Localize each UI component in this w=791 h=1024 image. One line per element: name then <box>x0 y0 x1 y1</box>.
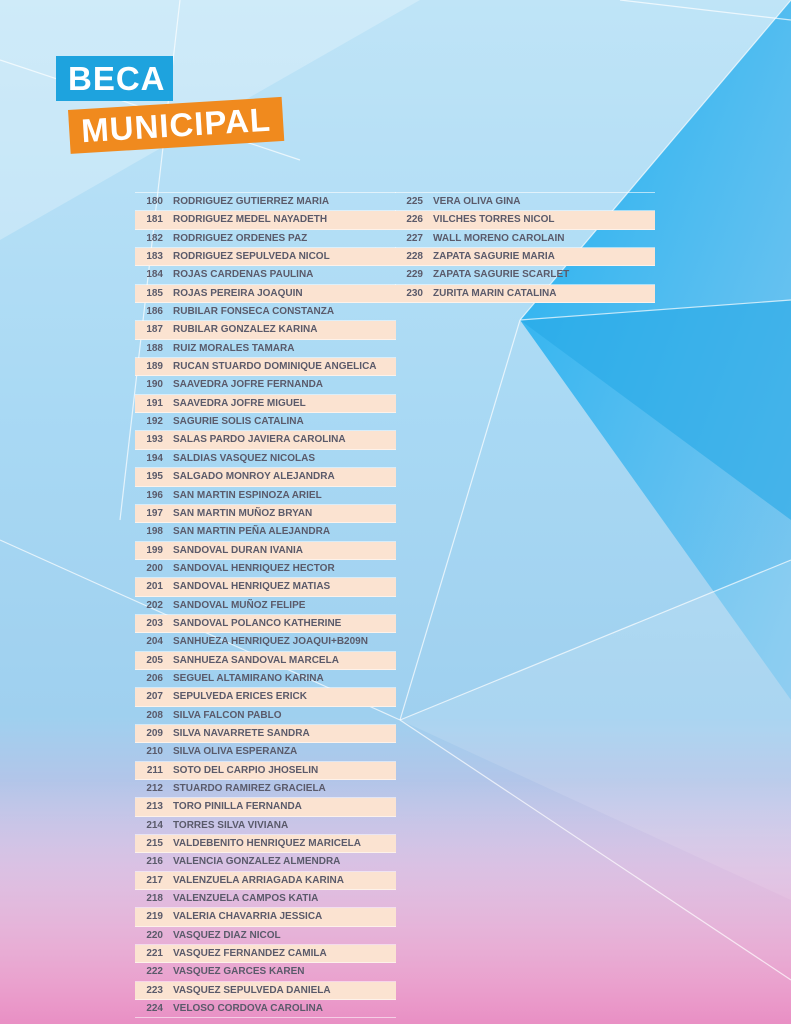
row-name: SAAVEDRA JOFRE MIGUEL <box>173 397 306 409</box>
row-number: 184 <box>146 269 163 281</box>
list-row <box>135 285 396 303</box>
row-number: 224 <box>146 1003 163 1015</box>
row-name: VALENZUELA ARRIAGADA KARINA <box>173 874 344 886</box>
row-number: 202 <box>146 599 163 611</box>
row-name: ROJAS CARDENAS PAULINA <box>173 269 314 281</box>
row-number: 201 <box>146 581 163 593</box>
row-name: VALDEBENITO HENRIQUEZ MARICELA <box>173 838 361 850</box>
row-name: SAAVEDRA JOFRE FERNANDA <box>173 379 324 391</box>
list-row <box>135 303 396 321</box>
list-row <box>395 193 655 211</box>
list-right <box>395 192 655 303</box>
row-name: RODRIGUEZ MEDEL NAYADETH <box>173 214 328 226</box>
row-name: RUBILAR GONZALEZ KARINA <box>173 324 318 336</box>
row-number: 186 <box>146 306 163 318</box>
row-name: VASQUEZ GARCES KAREN <box>173 966 305 978</box>
row-number: 222 <box>146 966 163 978</box>
row-name: VALERIA CHAVARRIA JESSICA <box>173 911 323 923</box>
row-number: 207 <box>146 691 163 703</box>
row-number: 189 <box>146 361 163 373</box>
row-number: 191 <box>146 397 163 409</box>
row-name: SANDOVAL POLANCO KATHERINE <box>173 617 342 629</box>
list-row <box>135 248 396 266</box>
list-row <box>135 230 396 248</box>
list-row <box>135 945 396 963</box>
list-row <box>395 211 655 229</box>
row-name: SAN MARTIN MUÑOZ BRYAN <box>173 507 313 519</box>
row-name: VASQUEZ FERNANDEZ CAMILA <box>173 948 327 960</box>
list-row <box>135 468 396 486</box>
row-name: SANDOVAL HENRIQUEZ MATIAS <box>173 581 331 593</box>
list-row <box>135 413 396 431</box>
row-number: 181 <box>146 214 163 226</box>
row-name: SALGADO MONROY ALEJANDRA <box>173 471 335 483</box>
list-row <box>135 908 396 926</box>
list-row <box>135 358 396 376</box>
list-row <box>135 817 396 835</box>
row-name: SALDIAS VASQUEZ NICOLAS <box>173 452 316 464</box>
row-name: RODRIGUEZ SEPULVEDA NICOL <box>173 251 330 263</box>
row-number: 221 <box>146 948 163 960</box>
list-left <box>135 192 396 1018</box>
row-number: 219 <box>146 911 163 923</box>
list-row <box>135 707 396 725</box>
list-row <box>135 927 396 945</box>
list-row <box>135 963 396 981</box>
list-row <box>135 835 396 853</box>
row-number: 211 <box>146 764 163 776</box>
list-row <box>135 652 396 670</box>
row-name: RUCAN STUARDO DOMINIQUE ANGELICA <box>173 361 377 373</box>
row-name: WALL MORENO CAROLAIN <box>433 232 565 244</box>
list-row <box>135 523 396 541</box>
row-number: 192 <box>146 416 163 428</box>
row-number: 200 <box>146 562 163 574</box>
row-number: 199 <box>146 544 163 556</box>
row-number: 220 <box>146 929 163 941</box>
row-number: 182 <box>146 232 163 244</box>
row-number: 197 <box>146 507 163 519</box>
list-row <box>135 505 396 523</box>
row-name: SANHUEZA HENRIQUEZ JOAQUI+B209N <box>173 636 368 648</box>
list-row <box>135 982 396 1000</box>
row-name: SOTO DEL CARPIO JHOSELIN <box>173 764 319 776</box>
list-row <box>135 395 396 413</box>
row-number: 217 <box>146 874 163 886</box>
row-number: 208 <box>146 709 163 721</box>
row-name: RUBILAR FONSECA CONSTANZA <box>173 306 335 318</box>
row-number: 227 <box>406 232 423 244</box>
row-number: 228 <box>406 251 423 263</box>
list-row <box>135 1000 396 1018</box>
row-name: SAN MARTIN ESPINOZA ARIEL <box>173 489 322 501</box>
list-row <box>135 688 396 706</box>
list-row <box>135 560 396 578</box>
list-row <box>135 487 396 505</box>
row-name: RODRIGUEZ ORDENES PAZ <box>173 232 308 244</box>
row-name: VALENCIA GONZALEZ ALMENDRA <box>173 856 341 868</box>
row-name: SEPULVEDA ERICES ERICK <box>173 691 307 703</box>
list-row <box>135 266 396 284</box>
list-row <box>135 798 396 816</box>
row-name: ZAPATA SAGURIE MARIA <box>433 251 555 263</box>
list-row <box>135 615 396 633</box>
list-row <box>395 266 655 284</box>
row-number: 183 <box>146 251 163 263</box>
list-row <box>135 431 396 449</box>
row-number: 215 <box>146 838 163 850</box>
row-number: 210 <box>146 746 163 758</box>
list-row <box>135 578 396 596</box>
row-name: VASQUEZ DIAZ NICOL <box>173 929 281 941</box>
row-name: VALENZUELA CAMPOS KATIA <box>173 893 319 905</box>
row-name: SANDOVAL HENRIQUEZ HECTOR <box>173 562 335 574</box>
row-name: SANDOVAL MUÑOZ FELIPE <box>173 599 306 611</box>
row-name: ZURITA MARIN CATALINA <box>433 287 557 299</box>
row-number: 230 <box>406 287 423 299</box>
row-name: SAGURIE SOLIS CATALINA <box>173 416 304 428</box>
row-name: SAN MARTIN PEÑA ALEJANDRA <box>173 526 331 538</box>
list-row <box>135 725 396 743</box>
row-number: 185 <box>146 287 163 299</box>
list-row <box>135 853 396 871</box>
list-row <box>135 670 396 688</box>
row-name: STUARDO RAMIREZ GRACIELA <box>173 783 326 794</box>
list-row <box>135 376 396 394</box>
row-number: 198 <box>146 526 163 538</box>
row-name: RODRIGUEZ GUTIERREZ MARIA <box>173 196 330 207</box>
row-number: 193 <box>146 434 163 446</box>
row-name: VASQUEZ SEPULVEDA DANIELA <box>173 984 331 996</box>
list-row <box>135 340 396 358</box>
row-name: TORO PINILLA FERNANDA <box>173 801 302 813</box>
row-name: SILVA OLIVA ESPERANZA <box>173 746 298 758</box>
row-name: SANHUEZA SANDOVAL MARCELA <box>173 654 339 666</box>
row-number: 195 <box>146 471 163 483</box>
row-name: RUIZ MORALES TAMARA <box>173 342 295 354</box>
row-name: VELOSO CORDOVA CAROLINA <box>173 1003 324 1015</box>
row-number: 214 <box>146 819 163 831</box>
row-number: 213 <box>146 801 163 813</box>
list-row <box>395 285 655 303</box>
list-row <box>135 633 396 651</box>
row-number: 226 <box>406 214 423 226</box>
row-name: TORRES SILVA VIVIANA <box>173 819 289 831</box>
row-name: SILVA NAVARRETE SANDRA <box>173 727 310 739</box>
row-name: VILCHES TORRES NICOL <box>433 214 555 226</box>
list-row <box>135 321 396 339</box>
list-row <box>135 743 396 761</box>
row-name: SEGUEL ALTAMIRANO KARINA <box>173 672 324 684</box>
row-number: 218 <box>146 893 163 905</box>
list-row <box>135 542 396 560</box>
row-name: SILVA FALCON PABLO <box>173 709 282 721</box>
row-number: 225 <box>406 196 423 207</box>
title-beca: BECA <box>56 56 173 101</box>
row-number: 187 <box>146 324 163 336</box>
list-row <box>135 597 396 615</box>
list-row <box>135 193 396 211</box>
list-row <box>135 211 396 229</box>
list-row <box>135 762 396 780</box>
row-number: 205 <box>146 654 163 666</box>
row-number: 180 <box>146 196 163 207</box>
row-number: 212 <box>146 783 163 794</box>
row-name: SALAS PARDO JAVIERA CAROLINA <box>173 434 346 446</box>
list-row <box>395 248 655 266</box>
list-row <box>135 890 396 908</box>
row-number: 203 <box>146 617 163 629</box>
row-number: 216 <box>146 856 163 868</box>
row-number: 190 <box>146 379 163 391</box>
row-number: 229 <box>406 269 423 281</box>
list-row <box>135 872 396 890</box>
row-number: 194 <box>146 452 163 464</box>
title-municipal: MUNICIPAL <box>68 97 284 154</box>
list-row <box>395 230 655 248</box>
row-name: ZAPATA SAGURIE SCARLET <box>433 269 570 281</box>
row-number: 223 <box>146 984 163 996</box>
row-name: ROJAS PEREIRA JOAQUIN <box>173 287 303 299</box>
row-name: SANDOVAL DURAN IVANIA <box>173 544 304 556</box>
row-number: 209 <box>146 727 163 739</box>
row-number: 188 <box>146 342 163 354</box>
row-number: 204 <box>146 636 163 648</box>
row-number: 206 <box>146 672 163 684</box>
list-row <box>135 450 396 468</box>
row-number: 196 <box>146 489 163 501</box>
row-name: VERA OLIVA GINA <box>433 196 521 207</box>
list-row <box>135 780 396 798</box>
